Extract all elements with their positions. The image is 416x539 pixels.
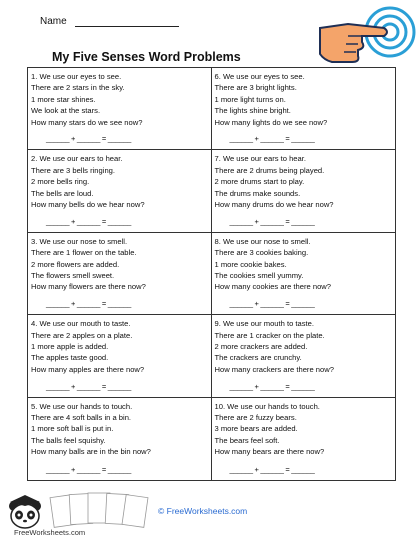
answer-equation[interactable]: ______ + ______ = ______ xyxy=(46,134,131,144)
problem-line: 1 more soft ball is put in. xyxy=(31,424,114,434)
problem-line: How many bells do we hear now? xyxy=(31,200,145,210)
answer-equation[interactable]: ______ + ______ = ______ xyxy=(46,381,131,391)
problem-line: The flowers smell sweet. xyxy=(31,271,115,281)
problem-grid xyxy=(27,67,396,481)
problem-line: How many flowers are there now? xyxy=(31,282,146,292)
answer-equation[interactable]: ______ + ______ = ______ xyxy=(229,134,315,144)
problem-line: How many stars do we see now? xyxy=(31,117,143,127)
problem-cell xyxy=(28,68,212,150)
problem-line: 1 more apple is added. xyxy=(31,342,109,351)
problem-heading: 2. We use our ears to hear. xyxy=(31,154,123,164)
problem-line: There are 2 apples on a plate. xyxy=(31,330,133,340)
answer-equation[interactable]: ______ + ______ = ______ xyxy=(229,216,315,226)
problem-line: There are 3 bright lights. xyxy=(214,83,297,93)
problem-heading: 6. We use our eyes to see. xyxy=(214,72,305,81)
problem-line: The balls feel squishy. xyxy=(31,435,106,445)
problem-line: How many lights do we see now? xyxy=(214,117,328,127)
page-title: My Five Senses Word Problems xyxy=(52,50,241,64)
problem-line: How many bears are there now? xyxy=(214,447,325,457)
problem-line: There are 1 flower on the table. xyxy=(31,248,137,258)
answer-equation[interactable]: ______ + ______ = ______ xyxy=(229,381,315,391)
problem-line: There are 4 soft balls in a bin. xyxy=(31,413,132,422)
problem-heading: 5. We use our hands to touch. xyxy=(31,401,133,411)
answer-equation[interactable]: ______ + ______ = ______ xyxy=(46,216,131,226)
answer-equation[interactable]: ______ + ______ = ______ xyxy=(46,465,131,474)
problem-line: The cookies smell yummy. xyxy=(214,271,304,281)
problem-cell xyxy=(212,68,396,150)
name-label: Name xyxy=(40,16,67,27)
problem-line: How many apples are there now? xyxy=(31,364,145,374)
problem-cell xyxy=(212,315,396,397)
problem-line: The drums make sounds. xyxy=(214,188,301,198)
problem-heading: 7. We use our ears to hear. xyxy=(214,154,306,164)
problem-cell xyxy=(28,233,212,315)
problem-heading: 9. We use our mouth to taste. xyxy=(214,319,314,329)
problem-line: 1 more cookie bakes. xyxy=(214,259,287,269)
problem-line: We look at the stars. xyxy=(31,106,101,116)
problem-cell xyxy=(28,315,212,397)
problem-line: There are 3 cookies baking. xyxy=(214,248,309,258)
problem-line: The bears feel soft. xyxy=(214,435,280,445)
problem-line: How many drums do we hear now? xyxy=(214,200,334,210)
problem-line: 2 more bells ring. xyxy=(31,177,90,187)
problem-line: There are 2 drums being played. xyxy=(214,165,325,175)
problem-cell xyxy=(212,150,396,232)
problem-line: The bells are loud. xyxy=(31,188,94,198)
problem-line: 1 more light turns on. xyxy=(214,94,286,104)
problem-line: There are 2 fuzzy bears. xyxy=(214,413,297,422)
problem-line: The crackers are crunchy. xyxy=(214,353,302,363)
problem-line: How many cookies are there now? xyxy=(214,282,331,292)
problem-line: There are 2 stars in the sky. xyxy=(31,83,125,93)
problem-line: 2 more crackers are added. xyxy=(214,342,308,351)
problem-line: 3 more bears are added. xyxy=(214,424,298,434)
problem-cell xyxy=(212,233,396,315)
problem-heading: 4. We use our mouth to taste. xyxy=(31,319,131,329)
problem-cell xyxy=(212,398,396,480)
pointing-hand-icon xyxy=(318,4,416,68)
problem-line: How many crackers are there now? xyxy=(214,364,334,374)
logo-text: FreeWorksheets.com xyxy=(14,528,86,537)
problem-line: There are 3 bells ringing. xyxy=(31,165,115,175)
problem-line: How many balls are in the bin now? xyxy=(31,447,151,457)
problem-heading: 10. We use our hands to touch. xyxy=(214,401,320,411)
problem-heading: 3. We use our nose to smell. xyxy=(31,236,128,246)
problem-cell xyxy=(28,398,212,480)
answer-equation[interactable]: ______ + ______ = ______ xyxy=(229,299,315,309)
footer-site-link[interactable]: © FreeWorksheets.com xyxy=(158,506,248,516)
problem-line: 2 more drums start to play. xyxy=(214,177,305,187)
answer-equation[interactable]: ______ + ______ = ______ xyxy=(229,465,315,474)
problem-heading: 8. We use our nose to smell. xyxy=(214,236,311,246)
name-field[interactable] xyxy=(75,16,179,27)
answer-equation[interactable]: ______ + ______ = ______ xyxy=(46,299,131,309)
problem-heading: 1. We use our eyes to see. xyxy=(31,72,122,81)
problem-line: 1 more star shines. xyxy=(31,94,96,104)
problem-line: 2 more flowers are added. xyxy=(31,259,120,269)
problem-cell xyxy=(28,150,212,232)
problem-line: The lights shine bright. xyxy=(214,106,291,116)
problem-line: The apples taste good. xyxy=(31,353,109,363)
name-row xyxy=(40,16,179,27)
problem-line: There are 1 cracker on the plate. xyxy=(214,330,325,340)
